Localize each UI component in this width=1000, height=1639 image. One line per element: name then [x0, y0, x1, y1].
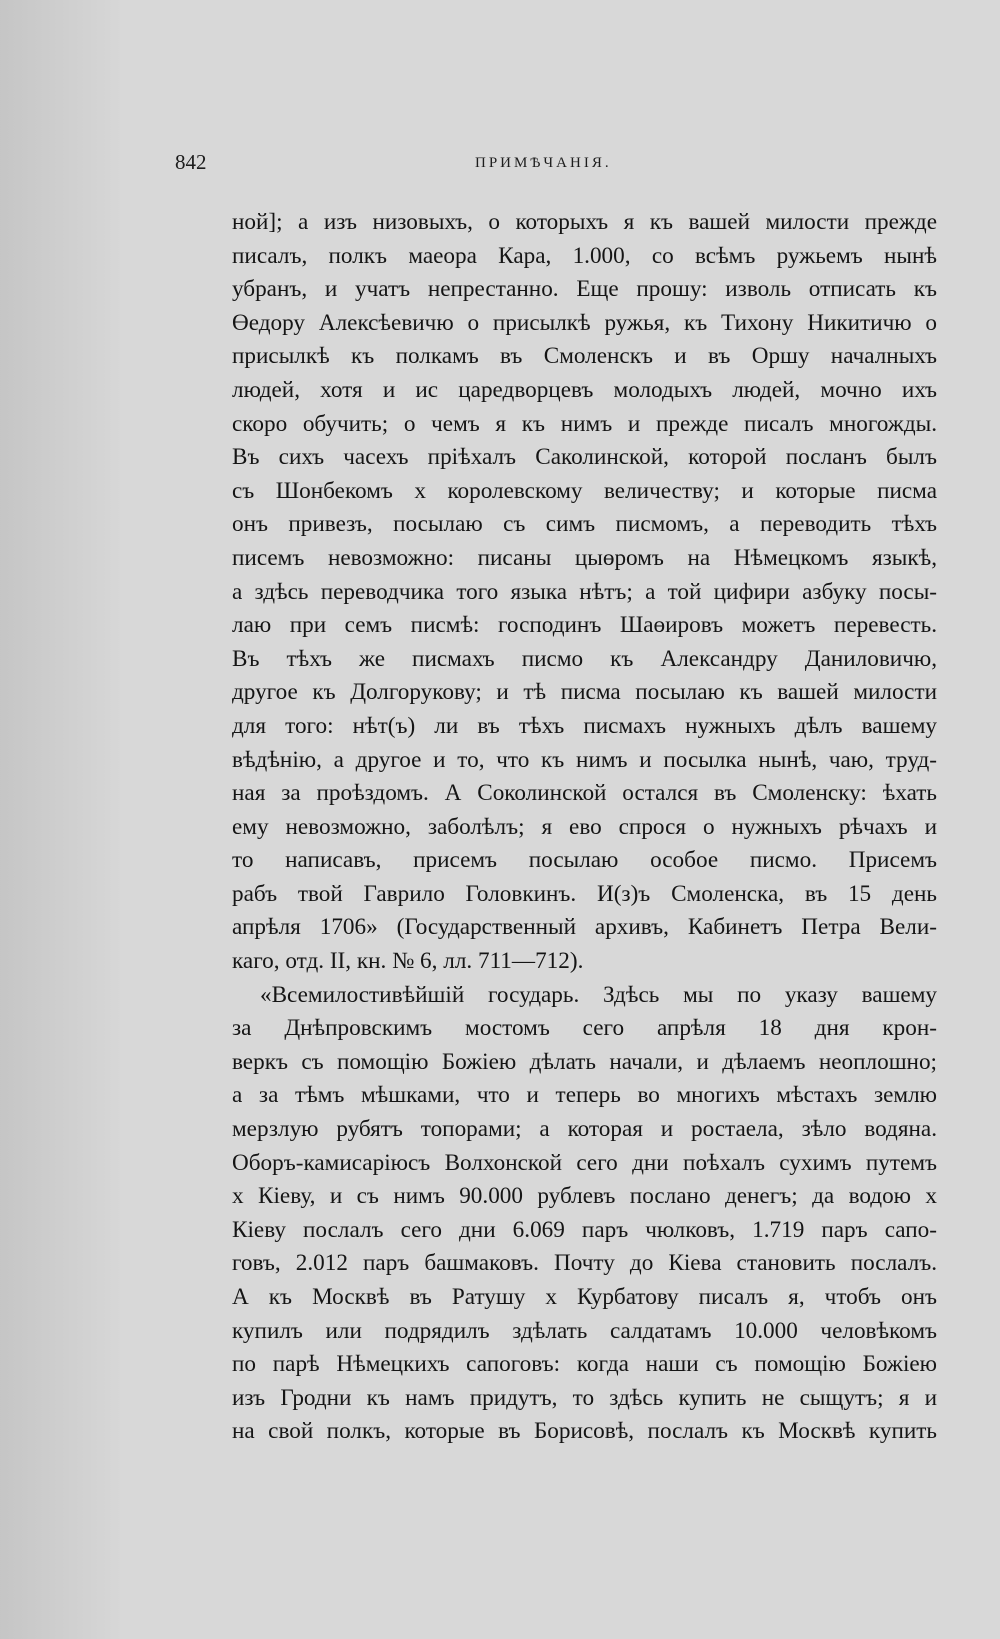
text-line: Оборъ-камисаріюсъ Волхонской сего дни поѣхалъ сухимъ путемъ [232, 1149, 937, 1176]
text-line: по парѣ Нѣмецкихъ сапоговъ: когда наши съ помощію Божіею [232, 1351, 937, 1378]
text-line: писалъ, полкъ маеора Кара, 1.000, со всѣмъ ружьемъ нынѣ [232, 242, 937, 269]
text-line: онъ привезъ, посылаю съ симъ писмомъ, а переводить тѣхъ [232, 511, 937, 538]
text-line: ная за проѣздомъ. А Соколинской остался въ Смоленску: ѣхать [232, 780, 937, 807]
text-line: Кіеву послалъ сего дни 6.069 паръ чюлковъ, 1.719 паръ сапо- [232, 1216, 937, 1243]
text-line: съ Шонбекомъ х королевскому величеству; и которые писма [232, 477, 937, 504]
paragraph-first-line: «Всемилостивѣйшій государь. Здѣсь мы по указу вашему [260, 981, 937, 1008]
text-line: а за тѣмъ мѣшками, что и теперь во многихъ мѣстахъ землю [232, 1082, 937, 1109]
text-line: говъ, 2.012 паръ башмаковъ. Почту до Кіева становить послалъ. [232, 1250, 937, 1277]
text-line: писемъ невозможно: писаны цыөромъ на Нѣмецкомъ языкѣ, [232, 544, 937, 571]
text-line: каго, отд. II, кн. № 6, лл. 711—712). [232, 948, 584, 975]
text-line: присылкѣ къ полкамъ въ Смоленскъ и въ Оршу началныхъ [232, 343, 937, 370]
text-line: купилъ или подрядилъ здѣлать салдатамъ 10.000 человѣкомъ [232, 1317, 937, 1344]
page-number: 842 [175, 150, 207, 174]
text-line: людей, хотя и ис царедворцевъ молодыхъ людей, мочно ихъ [232, 376, 937, 403]
text-line: х Кіеву, и съ нимъ 90.000 рублевъ послано денегъ; да водою х [232, 1183, 937, 1210]
text-line: рабъ твой Гаврило Головкинъ. И(з)ъ Смоленска, въ 15 день [232, 880, 937, 907]
text-line: изъ Гродни къ намъ придутъ, то здѣсь купить не сыщутъ; я и [232, 1384, 937, 1411]
text-line: убранъ, и учатъ непрестанно. Еще прошу: изволь отписать къ [232, 276, 937, 303]
text-line: а здѣсь переводчика того языка нѣтъ; а той цифири азбуку посы- [232, 578, 937, 605]
text-line: Өедору Алексѣевичю о присылкѣ ружья, къ Тихону Никитичю о [232, 309, 937, 336]
text-line: ему невозможно, заболѣлъ; я ево спрося о нужныхъ рѣчахъ и [232, 813, 937, 840]
page-header [175, 150, 935, 190]
text-line: веркъ съ помощію Божіею дѣлать начали, и дѣлаемъ неоплошно; [232, 1048, 937, 1075]
running-head: ПРИМѢЧАНІЯ. [475, 155, 612, 171]
text-line: мерзлую рубятъ топорами; а которая и ростаела, зѣло водяна. [232, 1116, 937, 1143]
text-line: на свой полкъ, которые въ Борисовѣ, послалъ къ Москвѣ купить [232, 1418, 937, 1445]
text-line: для того: нѣт(ъ) ли въ тѣхъ писмахъ нужныхъ дѣлъ вашему [232, 712, 937, 739]
text-line: А къ Москвѣ въ Ратушу х Курбатову писалъ я, чтобъ онъ [232, 1284, 937, 1310]
text-line: другое къ Долгорукову; и тѣ писма посылаю къ вашей милости [232, 679, 937, 706]
text-line: ной]; а изъ низовыхъ, о которыхъ я къ вашей милости прежде [232, 209, 937, 235]
text-line: апрѣля 1706» (Государственный архивъ, Кабинетъ Петра Вели- [232, 914, 937, 941]
text-line: то написавъ, присемъ посылаю особое писмо. Присемъ [232, 847, 937, 874]
body-text [232, 206, 937, 1449]
text-line: Въ сихъ часехъ пріѣхалъ Саколинской, которой посланъ былъ [232, 444, 937, 471]
text-line: скоро обучить; о чемъ я къ нимъ и прежде писалъ многожды. [232, 410, 937, 437]
text-line: Въ тѣхъ же писмахъ писмо къ Александру Даниловичю, [232, 645, 937, 672]
text-line: вѣдѣнію, а другое и то, что къ нимъ и посылка нынѣ, чаю, труд- [232, 746, 937, 773]
text-line: за Днѣпровскимъ мостомъ сего апрѣля 18 дня крон- [232, 1015, 937, 1042]
text-line: лаю при семъ писмѣ: господинъ Шаөировъ можетъ перевесть. [232, 612, 937, 639]
